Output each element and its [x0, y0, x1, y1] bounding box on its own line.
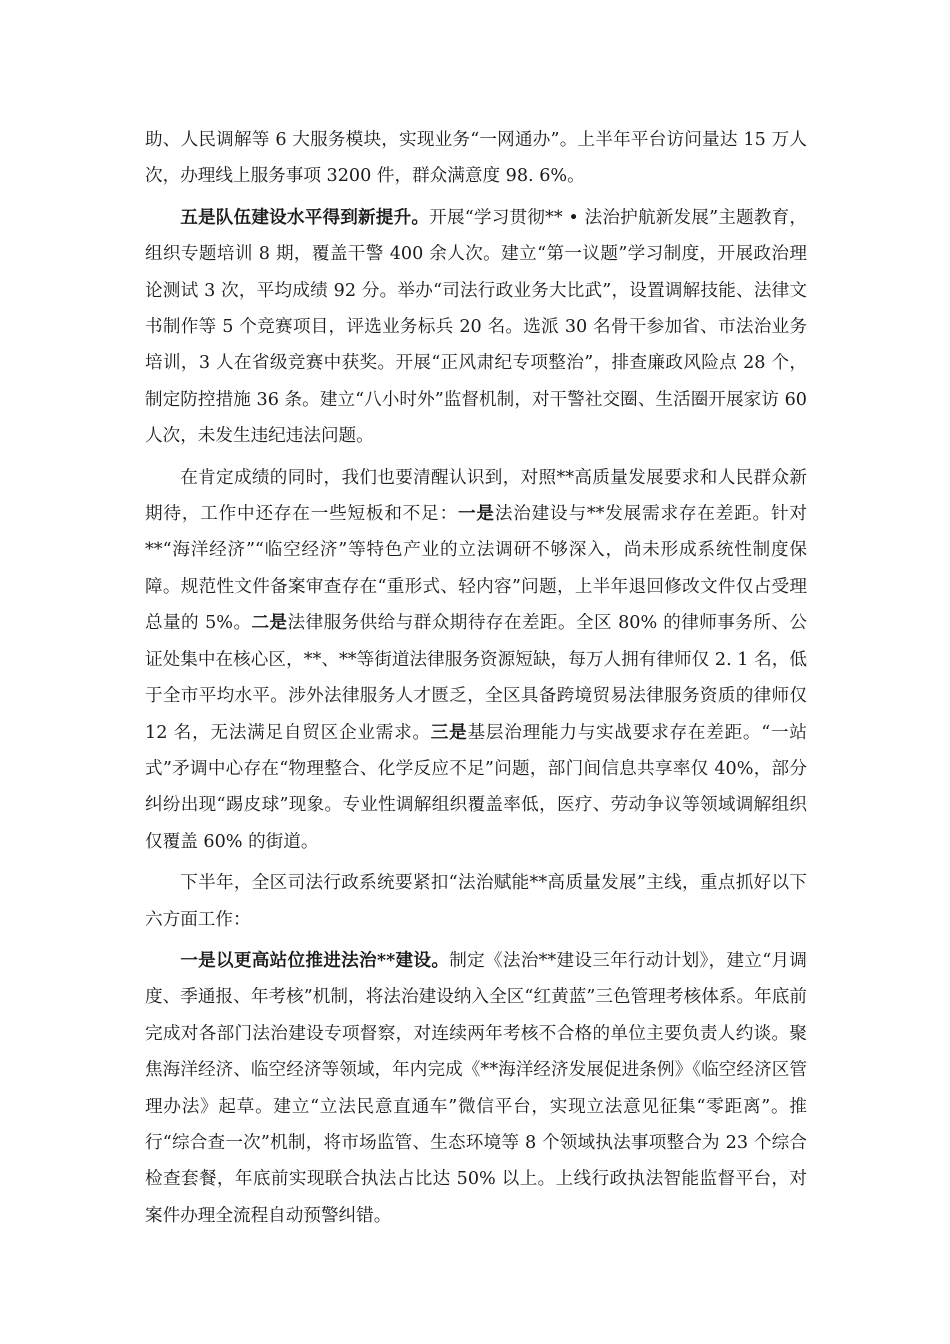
bold-marker: 三是 [430, 721, 468, 743]
paragraph-team-building [145, 200, 807, 455]
text-segment: 基层治理能力与实战要求存在差距。“一站式”矛调中心存在“物理整合、化学反应不足”问题，部门间信息共享率仅 40%，部分纠纷出现“踢皮球”现象。专业性调解组织覆盖率低，医疗、劳动争议等领域调解组织仅覆盖 60% 的街道。 [145, 722, 808, 852]
text-segment: 下半年，全区司法行政系统要紧扣“法治赋能**高质量发展”主线，重点抓好以下六方面工作： [145, 873, 807, 930]
text-segment: 制定《法治**建设三年行动计划》，建立“月调度、季通报、年考核”机制，将法治建设纳入全区“红黄蓝”三色管理考核体系。年底前完成对各部门法治建设专项督察，对连续两年考核不合格的单位主要负责人约谈。聚焦海洋经济、临空经济等领域，年内完成《**海洋经济发展促进条例》《临空经济区管理办法》起草。建立“立法民意直通车”微信平台，实现立法意见征集“零距离”。推行“综合查一次”机制，将市场监管、生态环境等 8 个领域执法事项整合为 23 个综合检查套餐，年底前实现联合执法占比达 50% 以上。上线行政执法智能监督平台，对案件办理全流程自动预警纠错。 [145, 950, 807, 1226]
text-segment: 法律服务供给与群众期待存在差距。全区 80% 的律师事务所、公证处集中在核心区，**、**等街道法律服务资源短缺，每万人拥有律师仅 2. 1 名，低于全市平均水平。涉外法律服务人才匮乏，全区具备跨境贸易法律服务资质的律师仅 12 名，无法满足自贸区企业需求。 [145, 613, 807, 743]
paragraph-heading: 五是队伍建设水平得到新提升。 [180, 206, 430, 228]
paragraph-heading: 一是以更高站位推进法治**建设。 [180, 949, 450, 971]
bold-marker: 二是 [251, 612, 288, 634]
bold-marker: 一是 [457, 503, 495, 525]
document-body [145, 122, 807, 1239]
text-segment: 在肯定成绩的同时，我们也要清醒认识到，对照**高质量发展要求和人民群众新期待，工作中还存在一些短板和不足： [145, 467, 807, 525]
paragraph-second-half-intro [145, 865, 807, 938]
paragraph-rule-of-law-construction [145, 943, 807, 1234]
paragraph-platform-stats [145, 122, 807, 195]
text-segment: 开展“学习贯彻** • 法治护航新发展”主题教育，组织专题培训 8 期，覆盖干警 400 余人次。建立“第一议题”学习制度，开展政治理论测试 3 次，平均成绩 92 分。举办“司法行政业务大比武”，设置调解技能、法律文书制作等 5 个竞赛项目，评选业务标兵 20 名。选派 30 名骨干参加省、市法治业务培训，3 人在省级竞赛中获奖。开展“正风肃纪专项整治”，排查廉政风险点 28 个，制定防控措施 36 条。建立“八小时外”监督机制，对干警社交圈、生活圈开展家访 60 人次，未发生违纪违法问题。 [145, 207, 807, 447]
text-segment: 法治建设与**发展需求存在差距。针对**“海洋经济”“临空经济”等特色产业的立法调研不够深入，尚未形成系统性制度保障。规范性文件备案审查存在“重形式、轻内容”问题，上半年退回修改文件仅占受理总量的 5%。 [145, 504, 807, 634]
text-segment: 助、人民调解等 6 大服务模块，实现业务“一网通办”。上半年平台访问量达 15 万人次，办理线上服务事项 3200 件，群众满意度 98. 6%。 [145, 130, 807, 187]
paragraph-shortcomings [145, 460, 807, 860]
